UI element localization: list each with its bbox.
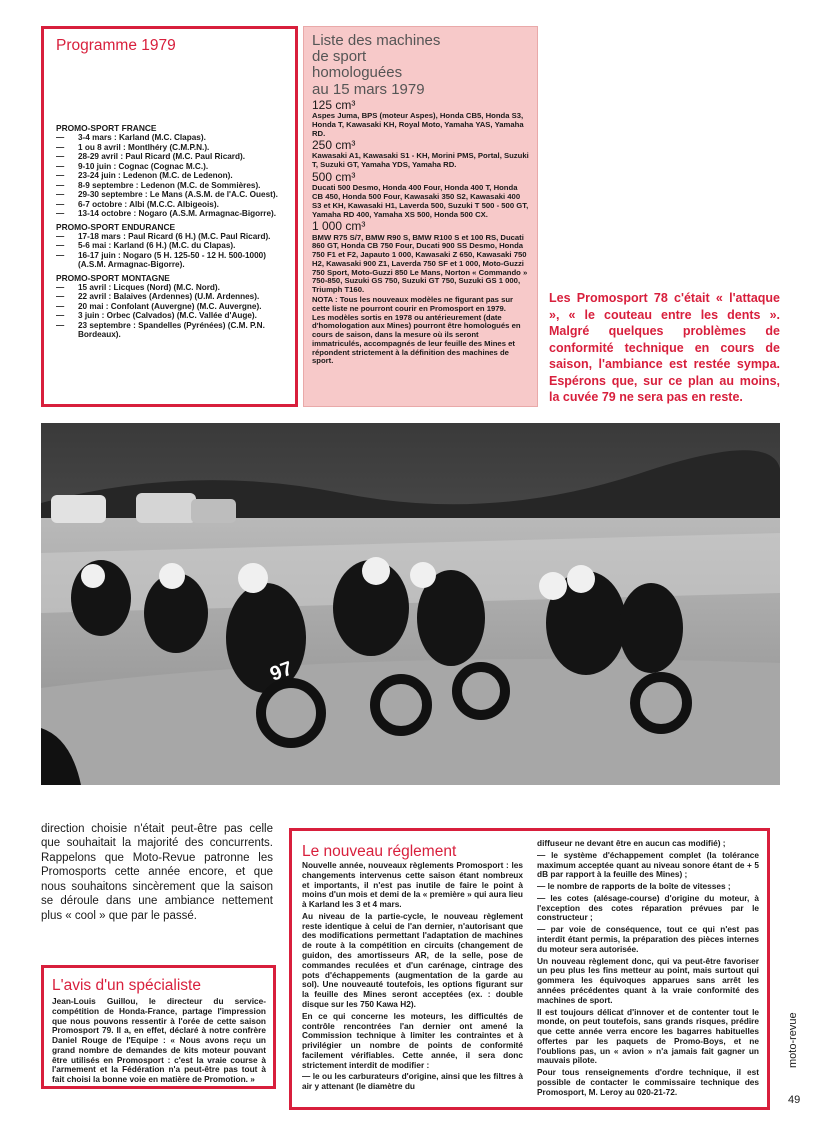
machines-list-title-line: au 15 mars 1979 xyxy=(312,80,425,98)
programme-event: — 17-18 mars : Paul Ricard (6 H.) (M.C. Paul Ricard). xyxy=(56,232,287,242)
programme-section-list xyxy=(56,283,287,340)
machines-list-note: Les modèles sortis en 1978 ou antérieurement (date d'homologation aux Mines) pourront être homologués en cours de saison, dans la mesure où ils seront immatriculés, accompagnés de leur feuille des Mines et répondent strictement à la définition des machines de sport. xyxy=(312,312,521,366)
reglement-paragraph: diffuseur ne devant être en aucun cas modifié) ; xyxy=(537,838,726,848)
machines-list-notes xyxy=(312,296,529,366)
programme-section-list xyxy=(56,232,287,270)
bike-number: 97 xyxy=(267,657,296,686)
programme-event: — 16-17 juin : Nogaro (5 H. 125-50 - 12 H. 500-1000) (A.S.M. Armagnac-Bigorre). xyxy=(56,251,287,270)
machines-list-title-line: Liste des machines xyxy=(312,32,441,49)
reglement-col1-wrap xyxy=(302,843,523,1094)
programme-event: — 13-14 octobre : Nogaro (A.S.M. Armagnac-Bigorre). xyxy=(56,209,287,219)
reglement-paragraph: — les cotes (alésage-course) d'origine du moteur, à l'exception des cotes réparation prévues par le constructeur ; xyxy=(537,892,759,923)
programme-event: — 3-4 mars : Karland (M.C. Clapas). xyxy=(56,133,287,143)
machines-list-title xyxy=(312,33,529,98)
programme-event: — 23-24 juin : Ledenon (M.C. de Ledenon). xyxy=(56,171,287,181)
machines-list-note: NOTA : Tous les nouveaux modèles ne figurant pas sur cette liste ne pourront courir en Promosport en 1979. xyxy=(312,295,514,313)
race-photo xyxy=(41,423,780,785)
avis-title: L'avis d'un spécialiste xyxy=(52,977,201,994)
reglement-column-2 xyxy=(537,839,759,1100)
intro-paragraph: direction choisie n'était peut-être pas celle que souhaitait la majorité des concurrents. Rappelons que Moto-Revue patronne les Promosports cette année encore, et que nous souhaitons sincèrement que la saison se déroule dans une ambiance nettement plus « cool » que par le passé. xyxy=(41,823,273,922)
reglement-paragraph: — le ou les carburateurs d'origine, ainsi que les filtres à air y attenant (le diamètre du xyxy=(302,1071,523,1092)
programme-section-list xyxy=(56,133,287,219)
programme-title: Programme 1979 xyxy=(56,37,176,54)
programme-section-heading: PROMO-SPORT MONTAGNE xyxy=(56,272,170,283)
programme-box xyxy=(41,26,298,407)
programme-event: — 15 avril : Licques (Nord) (M.C. Nord). xyxy=(56,283,287,293)
avis-text: Jean-Louis Guillou, le directeur du service-compétition de Honda-France, partage l'impression que nous pouvons ressentir à l'orée de cette saison Promosport 79. Il a, en effet, déclaré à notre confrère Daniel Rouge de l'Equipe : « Nous avons reçu un grand nombre de demandes de kits moteur pouvant être utilisés en Promosport : c'est la vraie course à l'armement et la Fédération n'a peut-être pas tout à fait choisi la bonne voie en matière de Promotion. » xyxy=(52,996,266,1085)
machines-list-title-line: homologuées xyxy=(312,64,403,82)
programme-event: — 6-7 octobre : Albi (M.C.C. Albigeois). xyxy=(56,200,287,210)
programme-event: — 1 ou 8 avril : Montlhéry (C.M.P.N.). xyxy=(56,143,287,153)
model-list: Kawasaki A1, Kawasaki S1 - KH, Morini PMS, Portal, Suzuki T, Suzuki GT, Yamaha YDS, Yamaha RD. xyxy=(312,151,529,170)
programme-event: — 22 avril : Balaives (Ardennes) (U.M. Ardennes). xyxy=(56,292,287,302)
programme-section-heading: PROMO-SPORT ENDURANCE xyxy=(56,221,176,232)
reglement-column-1 xyxy=(302,861,523,1092)
avis-box xyxy=(41,965,276,1089)
programme-event: — 3 juin : Orbec (Calvados) (M.C. Vallée d'Auge). xyxy=(56,311,287,321)
programme-section-heading: PROMO-SPORT FRANCE xyxy=(56,123,157,133)
reglement-paragraph: — par voie de conséquence, tout ce qui n'est pas interdit étant permis, la préparation des pièces internes du moteur sera autorisée. xyxy=(537,924,759,954)
programme-event: — 23 septembre : Spandelles (Pyrénées) (C.M. P.N. Bordeaux). xyxy=(56,321,287,340)
programme-sections xyxy=(56,123,287,340)
machines-list-box xyxy=(303,26,538,407)
machines-list-groups xyxy=(312,99,529,295)
photo-caption: Les Promosport 78 c'était « l'attaque », « le couteau entre les dents ». Malgré quelques problèmes de conformité technique en cours de saison, l'ambiance est restée sympa. Espérons que, sur ce plan au moins, la cuvée 79 ne sera pas en reste. xyxy=(549,291,780,404)
race-photo-illustration xyxy=(41,423,780,785)
reglement-paragraph: En ce qui concerne les moteurs, les difficultés de contrôle rencontrées l'an dernier ont amené la Commission technique à limiter les contraintes et à privilégier un nombre de points de conformité facilement vérifiables. Cette année, il sera donc strictement interdit de modifier : xyxy=(302,1010,523,1070)
reglement-paragraph: — le système d'échappement complet (la tolérance maximum acceptée quant au niveau sonore étant de + 5 dB par rapport à la feuille des Mines) ; xyxy=(537,849,759,880)
programme-event: — 8-9 septembre : Ledenon (M.C. de Sommières). xyxy=(56,181,287,191)
programme-event: — 5-6 mai : Karland (6 H.) (M.C. du Clapas). xyxy=(56,241,287,251)
reglement-paragraph: — le nombre de rapports de la boîte de vitesses ; xyxy=(537,881,731,892)
reglement-box xyxy=(289,828,770,1110)
programme-event: — 29-30 septembre : Le Mans (A.S.M. de l'A.C. Ouest). xyxy=(56,190,287,200)
reglement-paragraph: Pour tous renseignements d'ordre technique, il est possible de contacter le commissaire technique des Promosport, M. Leroy au 020-21-72. xyxy=(537,1067,759,1097)
displacement-heading: 250 cm³ xyxy=(312,138,356,153)
magazine-label: moto-revue xyxy=(787,1012,799,1068)
displacement-heading: 500 cm³ xyxy=(312,170,356,185)
programme-event: — 28-29 avril : Paul Ricard (M.C. Paul Ricard). xyxy=(56,152,287,162)
model-list: Aspes Juma, BPS (moteur Aspes), Honda CB5, Honda S3, Honda T, Kawasaki KH, Royal Moto, Yamaha YAS, Yamaha RD. xyxy=(312,110,524,138)
programme-event: — 9-10 juin : Cognac (Cognac M.C.). xyxy=(56,162,287,172)
machines-list-title-line: de sport xyxy=(312,48,367,66)
reglement-paragraph: Au niveau de la partie-cycle, le nouveau règlement reste identique à celui de l'an dernier, n'autorisant que des modifications permettant l'adaptation de machines de route à la compétition en circuits (changement de guidon, des amortisseurs AR, de la selle, pose de commandes reculées et d'un carénage, cintrage des pots d'échappements (augmentation de la garde au sol). Une nouveauté toutefois, les options figurant sur la feuille des Mines seront acceptées (ex. : double disque sur les 750 Kawa H2). xyxy=(302,910,523,1009)
model-list: BMW R75 S/7, BMW R90 S, BMW R100 S et 100 RS, Ducati 860 GT, Honda CB 750 Four, Ducati 900 SS Desmo, Honda 750 F1 et F2, Japauto 1 000, Kawasaki Z 650, Kawasaki 750 H2, Kawasaki 900 Z1, Laverda 750 SF et 1 000, Moto-Guzzi 750 Sport, Moto-Guzzi 850 Le Mans, Norton « Commando » 750-850, Suzuki GS 750, Suzuki GT 750, Suzuki GS 1 000, Triumph T160. xyxy=(312,232,528,295)
reglement-paragraph: Il est toujours délicat d'innover et de contenter tout le monde, on peut toutefois, sans grands risques, prédire que cette année verra encore les bagarres habituelles offertes par les paquets de Promo-Boys, et ne l'oublions pas, un « avion » n'a jamais fait gagner un mauvais pilote. xyxy=(537,1006,759,1066)
displacement-heading: 1 000 cm³ xyxy=(312,219,366,234)
reglement-title: Le nouveau réglement xyxy=(302,843,457,860)
reglement-paragraph: Nouvelle année, nouveaux règlements Promosport : les changements intervenus cette saison étant nombreux et importants, il n'est pas inutile de faire le point à moins d'un mois et demi de la « première » qui aura lieu à Karland les 3 et 4 mars. xyxy=(302,860,523,910)
displacement-heading: 125 cm³ xyxy=(312,97,356,112)
reglement-paragraph: Un nouveau règlement donc, qui va peut-être favoriser un peu plus les fins metteur au point, mais surtout qui gommera les équivoques apparues sans arrêt les années précédentes quant à la vraie conformité des machines de sport. xyxy=(537,955,759,1005)
programme-event: — 20 mai : Confolant (Auvergne) (M.C. Auvergne). xyxy=(56,302,287,312)
page-number: 49 xyxy=(788,1094,801,1106)
model-list: Ducati 500 Desmo, Honda 400 Four, Honda 400 T, Honda CB 450, Honda 500 Four, Kawasaki 350 S2, Kawasaki 400 S3 et KH, Kawasaki H1, Laverda 500, Suzuki T 500 - 500 GT, Yamaha RD 400, Yamaha XS 500, Honda 500 CX. xyxy=(312,183,529,219)
